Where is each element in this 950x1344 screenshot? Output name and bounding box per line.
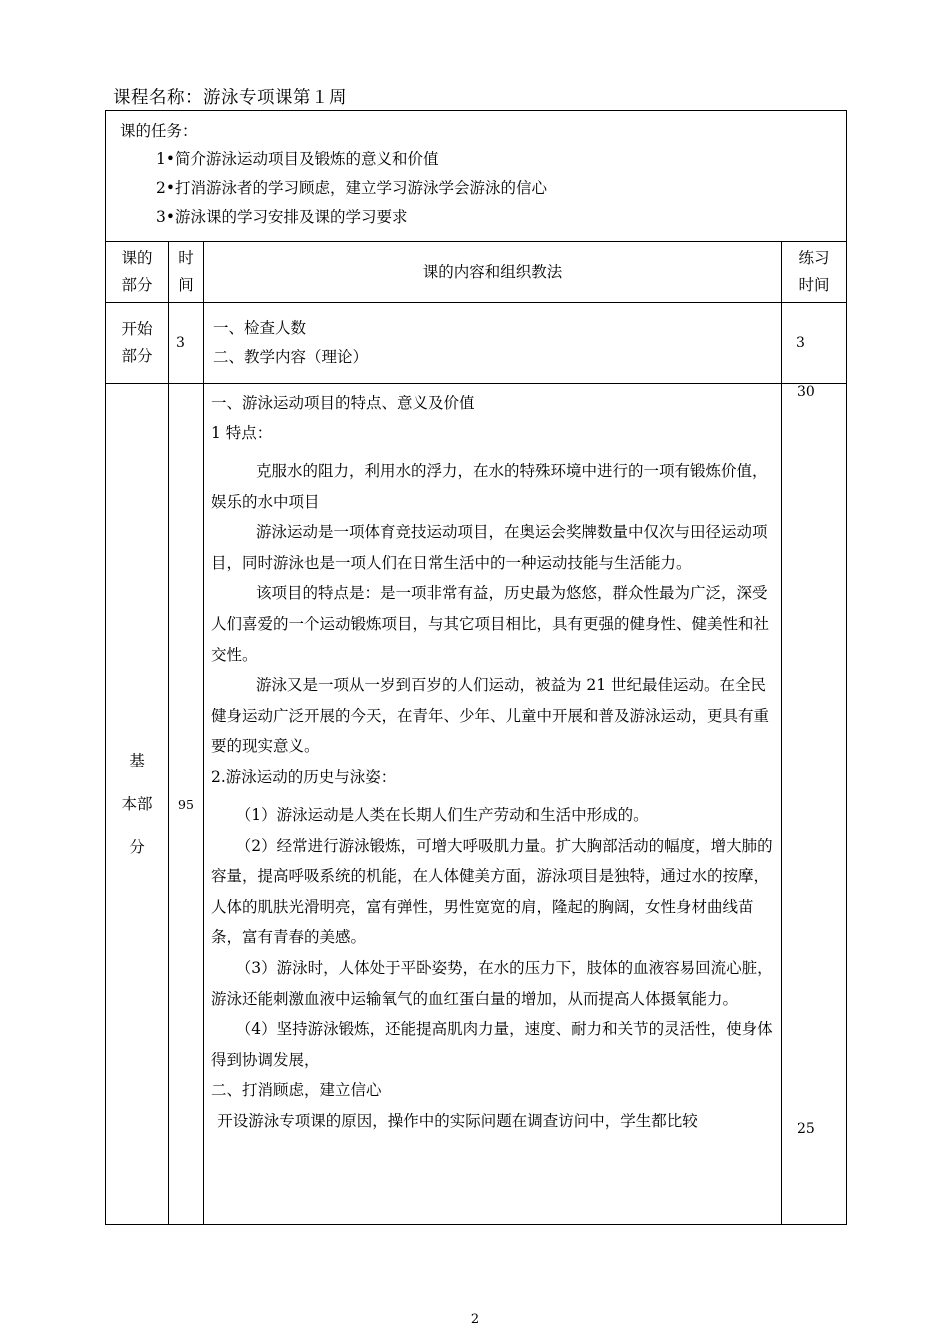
tasks-row: [106, 111, 847, 242]
start-time-value: 3: [176, 335, 185, 351]
task-item-2: 2•打消游泳者的学习顾虑，建立学习游泳学会游泳的信心: [156, 179, 548, 197]
start-practice-cell: [782, 303, 847, 384]
practice-time-2: 25: [797, 1121, 815, 1137]
main-part-line3: 分: [129, 837, 145, 856]
main-content-cell: [204, 384, 782, 1225]
tasks-cell: [106, 111, 847, 242]
header-content-label: 课的内容和组织教法: [422, 262, 563, 281]
paragraph-1: 克服水的阻力，利用水的浮力，在水的特殊环境中进行的一项有锻炼价值，娱乐的水中项目: [211, 462, 768, 511]
main-row: [106, 384, 847, 1225]
main-part-line1: 基: [129, 751, 145, 770]
subsection2-title: 2.游泳运动的历史与泳姿：: [211, 767, 397, 786]
start-content-cell: [204, 303, 782, 384]
header-time-line2: 间: [178, 276, 194, 294]
list-item-4: （4）坚持游泳锻炼，还能提高肌肉力量，速度、耐力和关节的灵活性，使身体得到协调发展，: [211, 1020, 773, 1069]
paragraph-3: 该项目的特点是：是一项非常有益，历史最为悠悠，群众性最为广泛，深受人们喜爱的一个运动锻炼项目，与其它项目相比，具有更强的健身性、健美性和社交性。: [211, 584, 770, 664]
header-row: [106, 242, 847, 303]
list-item-3: （3）游泳时，人体处于平卧姿势，在水的压力下，肢体的血液容易回流心脏，游泳还能刺激血液中运输氧气的血红蛋白量的增加，从而提高人体摄氧能力。: [211, 958, 773, 1008]
main-part-line2: 本部: [121, 794, 153, 813]
main-time-cell: [169, 384, 204, 1225]
course-title: 课程名称：游泳专项课第１周: [113, 88, 347, 108]
section1-title: 一、游泳运动项目的特点、意义及价值: [211, 394, 475, 412]
task-item-1: 1•简介游泳运动项目及锻炼的意义和价值: [156, 150, 439, 168]
spacer: [211, 792, 774, 800]
main-practice-cell: [782, 384, 847, 1225]
header-part-line1: 课的: [121, 249, 153, 267]
start-content-line1: 一、检查人数: [213, 319, 307, 337]
main-part-cell: [106, 384, 169, 1225]
start-content-line2: 二、教学内容（理论）: [213, 348, 369, 366]
page-number: 2: [470, 1312, 480, 1327]
start-part-line1: 开始: [121, 320, 153, 338]
start-practice-value: 3: [796, 335, 805, 351]
paragraph-4: 游泳又是一项从一岁到百岁的人们运动，被益为 21 世纪最佳运动。在全民健身运动广泛开展的今天，在青年、少年、儿童中开展和普及游泳运动，更具有重要的现实意义。: [211, 676, 770, 756]
start-part-line2: 部分: [121, 347, 153, 365]
lesson-plan-table: [105, 110, 847, 1225]
practice-time-1: 30: [797, 384, 815, 400]
header-content-cell: [204, 242, 782, 303]
start-time-cell: [169, 303, 204, 384]
start-part-cell: [106, 303, 169, 384]
section2-title: 二、打消顾虑，建立信心: [211, 1081, 382, 1100]
header-time-cell: [169, 242, 204, 303]
paragraph-2: 游泳运动是一项体育竞技运动项目，在奥运会奖牌数量中仅次与田径运动项目，同时游泳也是一项人们在日常生活中的一种运动技能与生活能力。: [211, 523, 768, 572]
tasks-heading: 课的任务：: [120, 122, 198, 140]
paragraph-5: 开设游泳专项课的原因，操作中的实际问题在调查访问中，学生都比较: [217, 1111, 698, 1130]
header-part-line2: 部分: [121, 276, 153, 294]
header-practice-line1: 练习: [798, 249, 830, 267]
header-part-cell: [106, 242, 169, 303]
spacer: [211, 448, 774, 456]
list-item-2: （2）经常进行游泳锻炼，可增大呼吸肌力量。扩大胸部活动的幅度，增大肺的容量，提高呼吸系统的机能，在人体健美方面，游泳项目是独特，通过水的按摩，人体的肌肤光滑明亮，富有弹性，男性宽宽的肩，隆起的胸阔，女性身材曲线苗条，富有青春的美感。: [211, 836, 773, 947]
start-row: [106, 303, 847, 384]
header-time-line1: 时: [178, 249, 194, 267]
main-time-value: 95: [178, 796, 194, 812]
subsection1-title: 1 特点：: [211, 424, 273, 442]
header-practice-line2: 时间: [798, 276, 830, 294]
list-item-1: （1）游泳运动是人类在长期人们生产劳动和生活中形成的。: [235, 805, 649, 824]
header-practice-cell: [782, 242, 847, 303]
task-item-3: 3•游泳课的学习安排及课的学习要求: [156, 208, 408, 226]
